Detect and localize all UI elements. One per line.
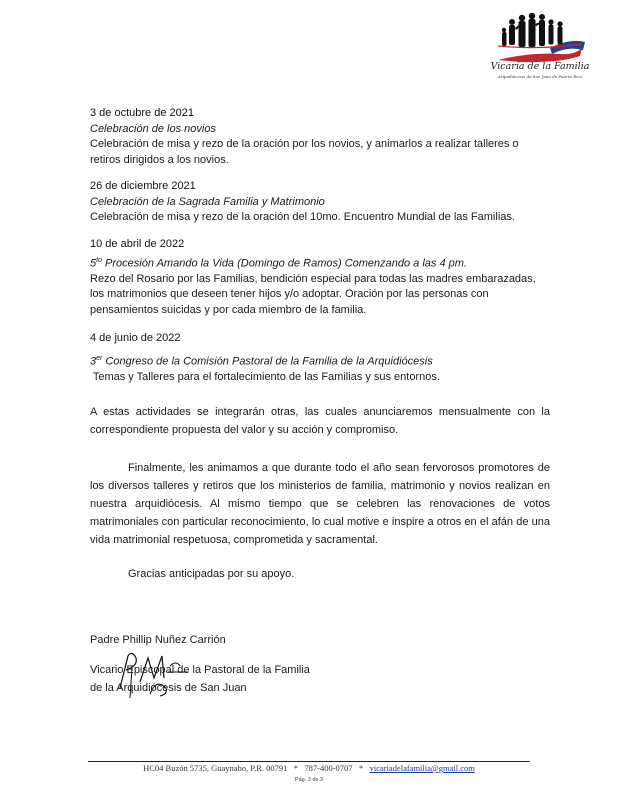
footer-address: HC04 Buzón 5735, Guaynabo, P.R. 00791: [143, 763, 288, 773]
event-title: [90, 253, 550, 272]
signer-name: Padre Phillip Nuñez Carrión: [90, 634, 226, 646]
event-date: 3 de octubre de 2021: [90, 107, 194, 119]
event-description: Celebración de misa y rezo de la oración por los novios, y animarlos a realizar talleres o retiros dirigidos a los novios.: [90, 138, 519, 166]
signer-role-2: de la Arquidiócesis de San Juan: [90, 682, 247, 694]
event-block: [90, 331, 550, 385]
event-date: 10 de abril de 2022: [90, 238, 185, 250]
event-block: [90, 106, 550, 168]
event-block: [90, 237, 550, 318]
event-title: Celebración de los novios: [90, 122, 216, 135]
vicaria-logo: [490, 8, 590, 78]
event-date: 26 de diciembre 2021: [90, 180, 196, 192]
footer-phone: 787-400-0707: [304, 763, 353, 773]
handwritten-signature: [110, 648, 230, 698]
footer-separator: *: [358, 763, 364, 773]
paragraph-text: Gracias anticipadas por su apoyo.: [128, 568, 295, 580]
event-description: Temas y Talleres para el fortalecimiento de las Familias y sus entornos.: [90, 370, 440, 383]
logo-subtitle: Arquidiócesis de San Juan de Puerto Rico: [497, 74, 583, 79]
footer-email-link[interactable]: vicariadelafamilia@gmail.com: [369, 763, 475, 773]
event-description: Celebración de misa y rezo de la oración del 10mo. Encuentro Mundial de las Familias.: [90, 211, 515, 223]
ordinal-number: 3: [90, 355, 97, 368]
ordinal-suffix: to: [96, 256, 102, 264]
event-date: 4 de junio de 2022: [90, 332, 181, 344]
closing-paragraph: [90, 403, 550, 439]
footer-divider: [88, 761, 530, 762]
page-number: Pág. 3 de 3: [294, 777, 324, 783]
event-title-text: Congreso de la Comisión Pastoral de la Familia de la Arquidiócesis: [102, 355, 433, 368]
closing-paragraph: [90, 459, 550, 549]
event-block: [90, 179, 550, 226]
event-title-text: Procesión Amando la Vida (Domingo de Ramos) Comenzando a las 4 pm.: [101, 257, 467, 270]
ordinal-suffix: er: [96, 354, 103, 362]
logo-title: Vicaría de la Familia: [490, 61, 590, 72]
ordinal-number: 5: [90, 257, 97, 270]
signer-role: Vicario Episcopal de la Pastoral de la Familia: [90, 664, 310, 676]
family-silhouette-logo-graphic: [490, 8, 590, 64]
paragraph-text: Finalmente, les animamos a que durante todo el año sean fervorosos promotores de los diversos talleres y retiros que los ministerios de familia, matrimonio y novios realizan en nuestra arquidiócesis. Al mismo tiempo que se celebren las renovaciones de votos matrimoniales con particular reconocimiento, lo cual motive e inspire a otros en el afán de una vida matrimonial respetuosa, comprometida y sacramental.: [90, 462, 550, 546]
closing-paragraph: [90, 565, 550, 583]
event-description: Rezo del Rosario por las Familias, bendición especial para todas las madres embarazadas, los matrimonios que deseen tener hijos y/o adoptar. Oración por las personas con pensamientos suicidas y por cada miembro de la familia.: [90, 272, 536, 316]
event-title: Celebración de la Sagrada Familia y Matrimonio: [90, 195, 325, 208]
footer-separator: *: [293, 763, 299, 773]
event-title: [90, 351, 550, 370]
footer-contact: [0, 763, 618, 773]
paragraph-text: A estas actividades se integrarán otras, las cuales anunciaremos mensualmente con la correspondiente propuesta del valor y su acción y compromiso.: [90, 406, 550, 436]
